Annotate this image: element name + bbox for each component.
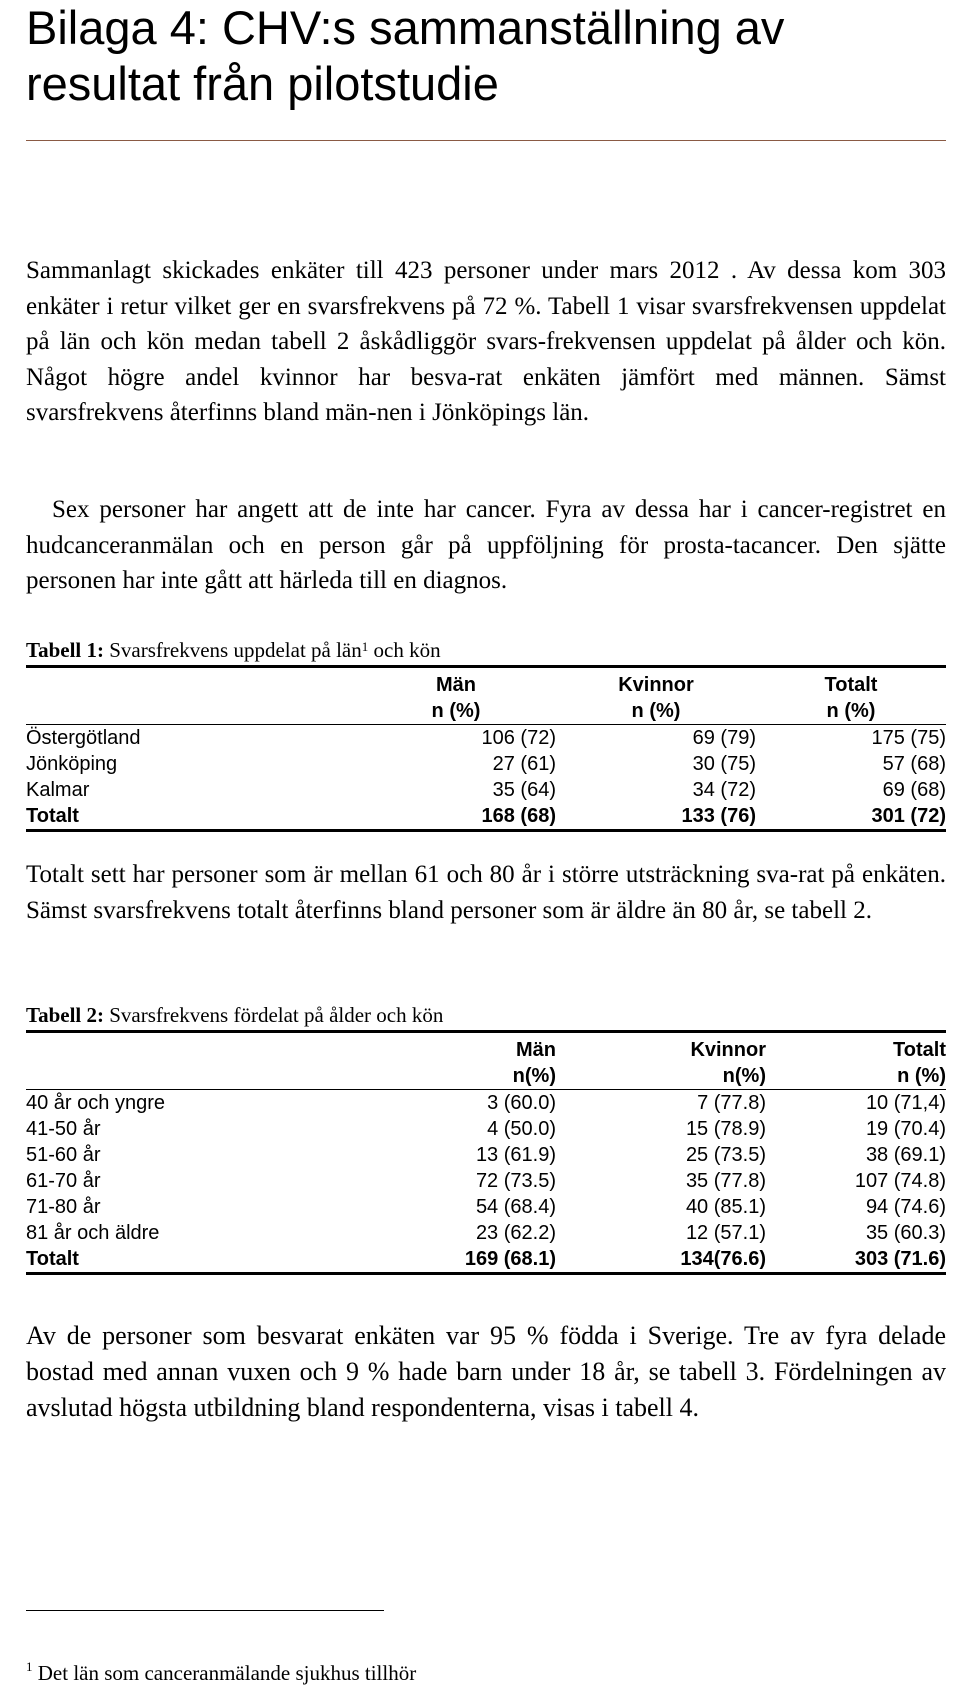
table-row bbox=[26, 1168, 946, 1194]
cell-men: 54 (68.4) bbox=[475, 1196, 556, 1218]
cell-women: 133 (76) bbox=[681, 805, 756, 827]
paragraph-no-cancer: Sex personer har angett att de inte har cancer. Fyra av dessa har i cancer-registret en hudcanceranmälan och en person går på uppföljning för prosta-tacancer. Den sjätte personen har inte gått att härleda till en diagnos. bbox=[26, 496, 946, 594]
footnote-text: Det län som canceranmälande sjukhus tillhör bbox=[37, 1661, 417, 1685]
cell-total: 301 (72) bbox=[871, 805, 946, 827]
table2-header-men: Män bbox=[516, 1039, 556, 1061]
table-row bbox=[26, 751, 946, 777]
row-label: Kalmar bbox=[26, 779, 90, 801]
table1-caption bbox=[26, 637, 441, 663]
table2-header-women: Kvinnor bbox=[690, 1039, 766, 1061]
cell-men: 13 (61.9) bbox=[475, 1144, 556, 1166]
row-label: Östergötland bbox=[26, 727, 141, 749]
table1-label: Tabell 1: bbox=[26, 638, 104, 662]
footnote-mark: 1 bbox=[26, 1659, 33, 1674]
row-label: 40 år och yngre bbox=[26, 1092, 165, 1114]
cell-total: 38 (69.1) bbox=[865, 1144, 946, 1166]
cell-men: 168 (68) bbox=[481, 805, 556, 827]
row-label: 81 år och äldre bbox=[26, 1222, 160, 1244]
row-label: Totalt bbox=[26, 1248, 79, 1270]
cell-men: 27 (61) bbox=[492, 753, 556, 775]
table2-subheader-total: n (%) bbox=[766, 1063, 946, 1090]
cell-women: 25 (73.5) bbox=[685, 1144, 766, 1166]
row-label: 51-60 år bbox=[26, 1144, 101, 1166]
row-label: Totalt bbox=[26, 805, 79, 827]
table2-subheader-women: n(%) bbox=[556, 1063, 766, 1090]
footnote bbox=[26, 1660, 416, 1686]
cell-total: 35 (60.3) bbox=[865, 1222, 946, 1244]
cell-men: 35 (64) bbox=[492, 779, 556, 801]
table2-subheader-men: n(%) bbox=[326, 1063, 556, 1090]
table1-footnote-mark: 1 bbox=[361, 639, 369, 654]
table2-caption-text: Svarsfrekvens fördelat på ålder och kön bbox=[109, 1003, 444, 1027]
cell-men: 4 (50.0) bbox=[487, 1118, 556, 1140]
table1-caption-text: Svarsfrekvens uppdelat på län bbox=[109, 638, 362, 662]
cell-total: 303 (71.6) bbox=[854, 1248, 946, 1270]
table2-header-total: Totalt bbox=[893, 1039, 946, 1061]
cell-men: 106 (72) bbox=[481, 727, 556, 749]
row-label: 41-50 år bbox=[26, 1118, 101, 1140]
paragraph-age-summary: Totalt sett har personer som är mellan 61 och 80 år i större utsträckning sva-rat på enkäten. Sämst svarsfrekvens totalt återfinns bland personer som är äldre än 80 år, se tabell 2. bbox=[26, 861, 946, 924]
paragraph-response-rate: Sammanlagt skickades enkäter till 423 personer under mars 2012 . Av dessa kom 303 enkäter i retur vilket ger en svarsfrekvens på 72 %. Tabell 1 visar svarsfrekvensen uppdelat på län och kön medan tabell 2 åskådliggör svars-frekvensen uppdelat på ålder och kön. Något högre andel kvinnor har besva-rat enkäten jämfört med männen. Sämst svarsfrekvens återfinns bland män-nen i Jönköpings län. bbox=[26, 257, 946, 426]
cell-women: 35 (77.8) bbox=[685, 1170, 766, 1192]
cell-men: 23 (62.2) bbox=[475, 1222, 556, 1244]
cell-women: 15 (78.9) bbox=[685, 1118, 766, 1140]
table1-header-total: Totalt bbox=[824, 674, 878, 696]
row-label: 61-70 år bbox=[26, 1170, 101, 1192]
cell-women: 34 (72) bbox=[692, 779, 756, 801]
table1-header-men: Män bbox=[436, 674, 476, 696]
table-response-by-age bbox=[26, 1030, 946, 1275]
table1-subheader-row bbox=[26, 698, 946, 725]
table2-total-row bbox=[26, 1246, 946, 1274]
table1-subheader-men: n (%) bbox=[356, 698, 556, 725]
table2-label: Tabell 2: bbox=[26, 1003, 104, 1027]
table-row bbox=[26, 1220, 946, 1246]
cell-total: 94 (74.6) bbox=[865, 1196, 946, 1218]
table1-total-row bbox=[26, 803, 946, 831]
title-divider bbox=[26, 140, 946, 141]
cell-total: 19 (70.4) bbox=[865, 1118, 946, 1140]
cell-total: 69 (68) bbox=[882, 779, 946, 801]
cell-women: 30 (75) bbox=[692, 753, 756, 775]
cell-men: 169 (68.1) bbox=[464, 1248, 556, 1270]
cell-women: 134(76.6) bbox=[680, 1248, 766, 1270]
table-response-by-county bbox=[26, 665, 946, 832]
paragraph-demographics: Av de personer som besvarat enkäten var 95 % födda i Sverige. Tre av fyra delade bostad med annan vuxen och 9 % hade barn under 18 år, se tabell 3. Fördelningen av avslutad högsta utbildning bland respondenterna, visas i tabell 4. bbox=[26, 1321, 946, 1422]
cell-men: 72 (73.5) bbox=[475, 1170, 556, 1192]
table-row bbox=[26, 1142, 946, 1168]
table2-header-row bbox=[26, 1032, 946, 1064]
cell-total: 175 (75) bbox=[871, 727, 946, 749]
cell-men: 3 (60.0) bbox=[487, 1092, 556, 1114]
table1-subheader-total: n (%) bbox=[756, 698, 946, 725]
table2-subheader-row bbox=[26, 1063, 946, 1090]
table1-header-women: Kvinnor bbox=[618, 674, 694, 696]
cell-women: 7 (77.8) bbox=[697, 1092, 766, 1114]
table-row bbox=[26, 1116, 946, 1142]
table2-caption bbox=[26, 1002, 443, 1028]
row-label: 71-80 år bbox=[26, 1196, 101, 1218]
table-row bbox=[26, 1090, 946, 1117]
cell-women: 40 (85.1) bbox=[685, 1196, 766, 1218]
cell-total: 10 (71,4) bbox=[865, 1092, 946, 1114]
page-title: Bilaga 4: CHV:s sammanställning av resultat från pilotstudie bbox=[26, 1, 785, 110]
table1-caption-end: och kön bbox=[373, 638, 441, 662]
table1-subheader-women: n (%) bbox=[556, 698, 756, 725]
table-row bbox=[26, 1194, 946, 1220]
cell-women: 69 (79) bbox=[692, 727, 756, 749]
table1-header-row bbox=[26, 667, 946, 699]
table-row bbox=[26, 725, 946, 752]
cell-total: 107 (74.8) bbox=[854, 1170, 946, 1192]
footnote-divider bbox=[26, 1610, 384, 1611]
row-label: Jönköping bbox=[26, 753, 118, 775]
table-row bbox=[26, 777, 946, 803]
cell-total: 57 (68) bbox=[882, 753, 946, 775]
cell-women: 12 (57.1) bbox=[685, 1222, 766, 1244]
